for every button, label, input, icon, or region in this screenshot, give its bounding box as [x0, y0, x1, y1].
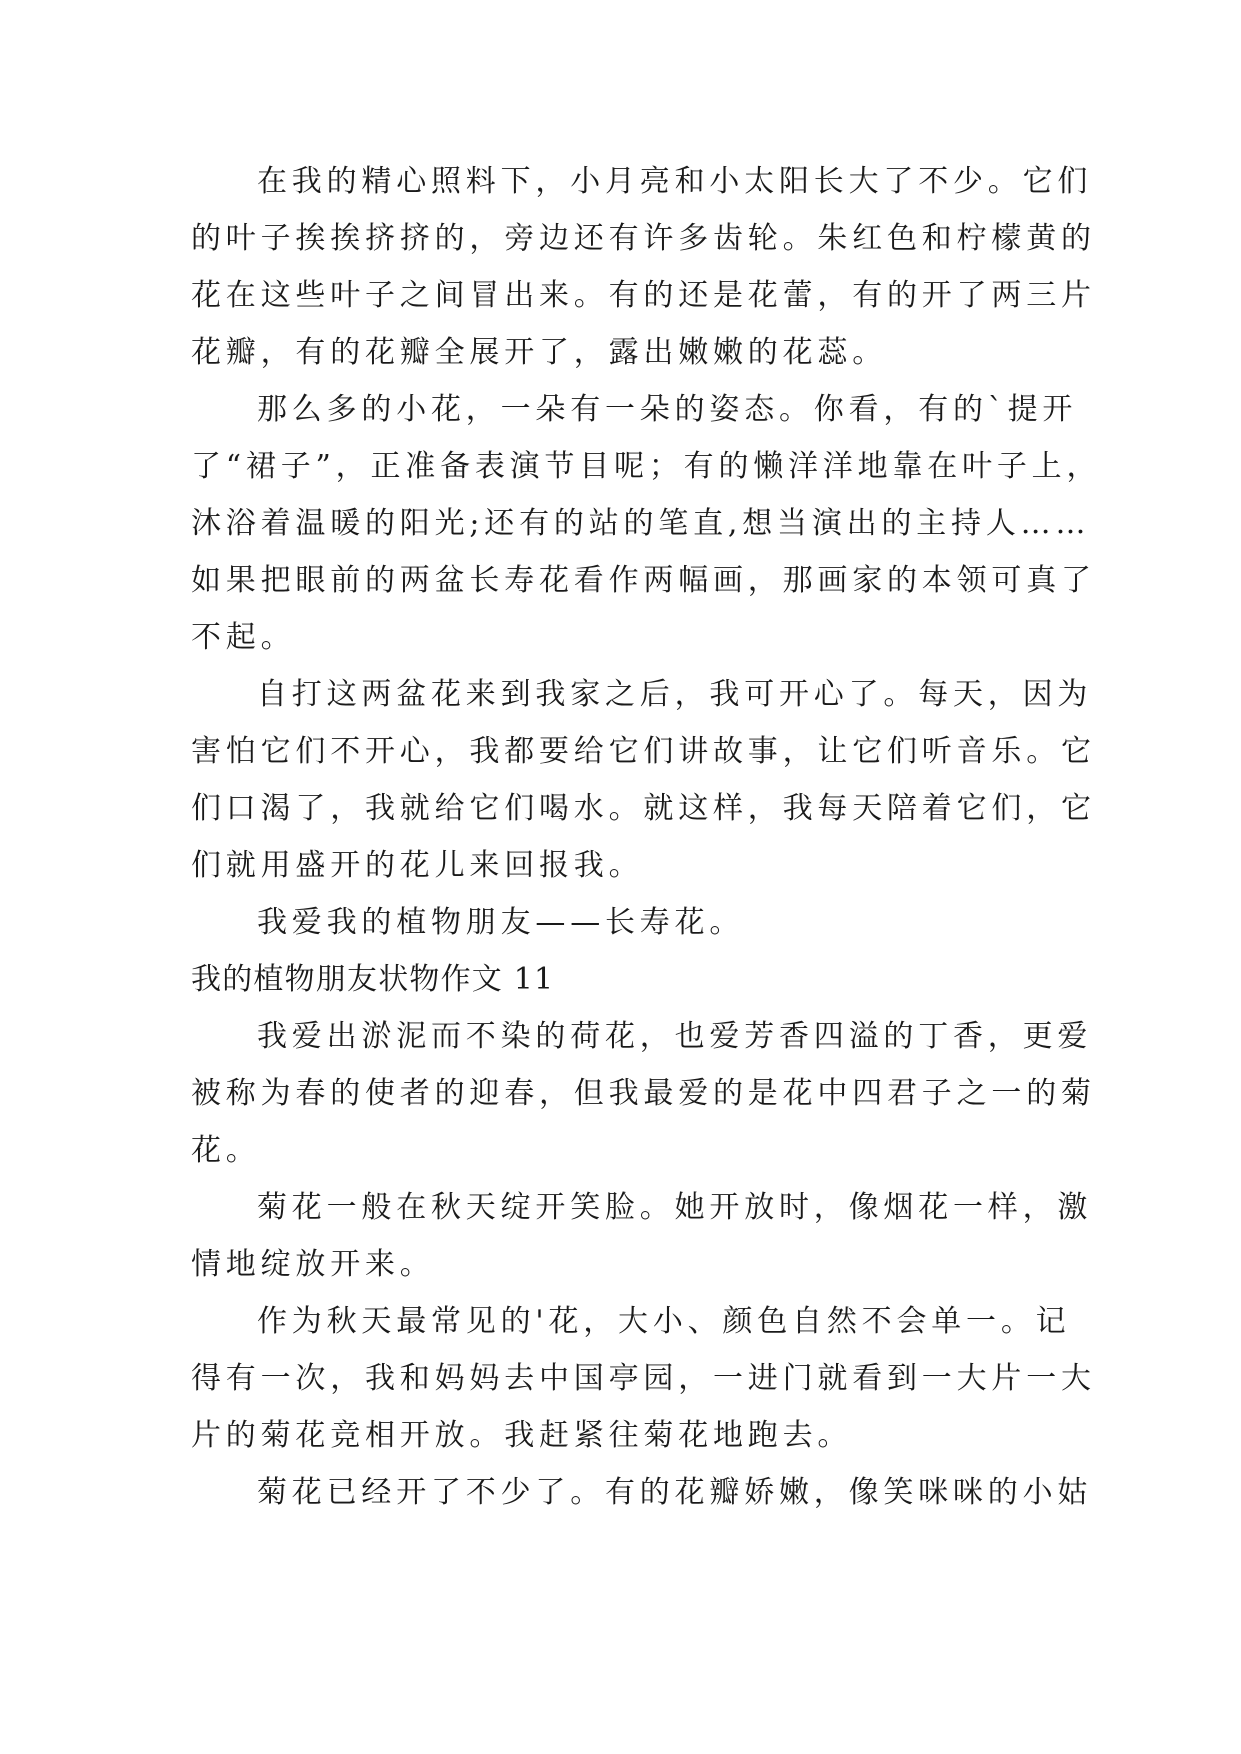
text-line: 作为秋天最常见的'花，大小、颜色自然不会单一。记: [257, 1304, 1071, 1339]
text-line: 花瓣，有的花瓣全展开了，露出嫩嫩的花蕊。: [191, 335, 887, 370]
text-line: 菊花已经开了不少了。有的花瓣娇嫩，像笑咪咪的小姑: [257, 1475, 1093, 1510]
text-line: 自打这两盆花来到我家之后，我可开心了。每天，因为: [257, 677, 1093, 712]
text-line: 如果把眼前的两盆长寿花看作两幅画，那画家的本领可真了: [191, 563, 1096, 598]
text-line: 们就用盛开的花儿来回报我。: [191, 848, 644, 883]
text-line: 那么多的小花，一朵有一朵的姿态。你看，有的`提开: [257, 392, 1078, 427]
text-line: 花在这些叶子之间冒出来。有的还是花蕾，有的开了两三片: [191, 278, 1096, 313]
text-line: 片的菊花竞相开放。我赶紧往菊花地跑去。: [191, 1418, 853, 1453]
text-line: 我爱出淤泥而不染的荷花，也爱芳香四溢的丁香，更爱: [257, 1019, 1093, 1054]
text-line: 害怕它们不开心，我都要给它们讲故事，让它们听音乐。它: [191, 734, 1096, 769]
text-line: 的叶子挨挨挤挤的，旁边还有许多齿轮。朱红色和柠檬黄的: [191, 221, 1096, 256]
text-line: 被称为春的使者的迎春，但我最爱的是花中四君子之一的菊: [191, 1076, 1096, 1111]
section-heading: 我的植物朋友状物作文 11: [191, 962, 555, 997]
text-line: 沐浴着温暖的阳光;还有的站的笔直,想当演出的主持人……: [191, 506, 1091, 541]
text-line: 情地绽放开来。: [191, 1247, 435, 1282]
text-line: 了“裙子”，正准备表演节目呢；有的懒洋洋地靠在叶子上，: [191, 449, 1102, 484]
text-line: 菊花一般在秋天绽开笑脸。她开放时，像烟花一样，激: [257, 1190, 1093, 1225]
text-line: 得有一次，我和妈妈去中国亭园，一进门就看到一大片一大: [191, 1361, 1096, 1396]
text-line: 花。: [191, 1133, 261, 1168]
text-line: 我爱我的植物朋友——长寿花。: [257, 905, 745, 940]
text-line: 在我的精心照料下，小月亮和小太阳长大了不少。它们: [257, 164, 1093, 199]
text-line: 们口渴了，我就给它们喝水。就这样，我每天陪着它们，它: [191, 791, 1096, 826]
text-line: 不起。: [191, 620, 296, 655]
